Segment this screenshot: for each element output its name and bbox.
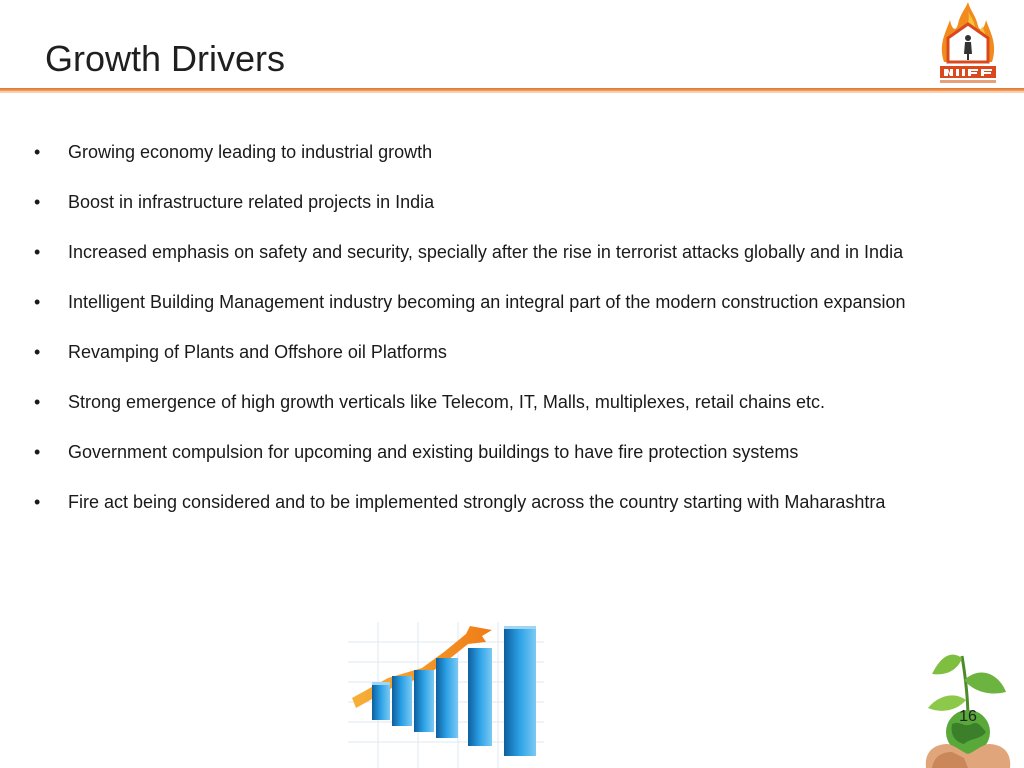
bullet-list xyxy=(34,132,996,532)
bullet-text: Strong emergence of high growth verticals like Telecom, IT, Malls, multiplexes, retail chains etc. xyxy=(68,392,825,412)
bullet-item xyxy=(34,282,996,322)
bullet-text: Fire act being considered and to be implemented strongly across the country starting with Maharashtra xyxy=(68,492,886,512)
bullet-item xyxy=(34,182,996,222)
rising-bar-chart-arrow-icon xyxy=(348,622,544,768)
bullet-text: Growing economy leading to industrial growth xyxy=(68,142,433,162)
bullet-text: Intelligent Building Management industry becoming an integral part of the modern construction expansion xyxy=(68,292,906,312)
bullet-symbol: • xyxy=(34,142,41,162)
flame-house-logo-icon xyxy=(936,2,1000,86)
bullet-text: Increased emphasis on safety and security, specially after the rise in terrorist attacks globally and in India xyxy=(68,242,904,262)
bullet-symbol: • xyxy=(34,292,41,312)
bullet-text: Boost in infrastructure related projects in India xyxy=(68,192,435,212)
bullet-text: Revamping of Plants and Offshore oil Platforms xyxy=(68,342,447,362)
bullet-symbol: • xyxy=(34,392,41,412)
bullet-item xyxy=(34,232,996,272)
bullet-item xyxy=(34,132,996,172)
bullet-text: Government compulsion for upcoming and existing buildings to have fire protection systems xyxy=(68,442,799,462)
hands-globe-plant-icon xyxy=(912,640,1024,768)
bullet-item xyxy=(34,382,996,422)
bullet-item xyxy=(34,482,996,522)
bullet-symbol: • xyxy=(34,242,41,262)
bullet-symbol: • xyxy=(34,442,41,462)
bullet-symbol: • xyxy=(34,492,41,512)
bullet-symbol: • xyxy=(34,192,41,212)
slide-title: Growth Drivers xyxy=(45,38,286,79)
title-divider xyxy=(0,88,1024,91)
page-number: 16 xyxy=(959,708,977,725)
bullet-item xyxy=(34,432,996,472)
bullet-item xyxy=(34,332,996,372)
bullet-symbol: • xyxy=(34,342,41,362)
